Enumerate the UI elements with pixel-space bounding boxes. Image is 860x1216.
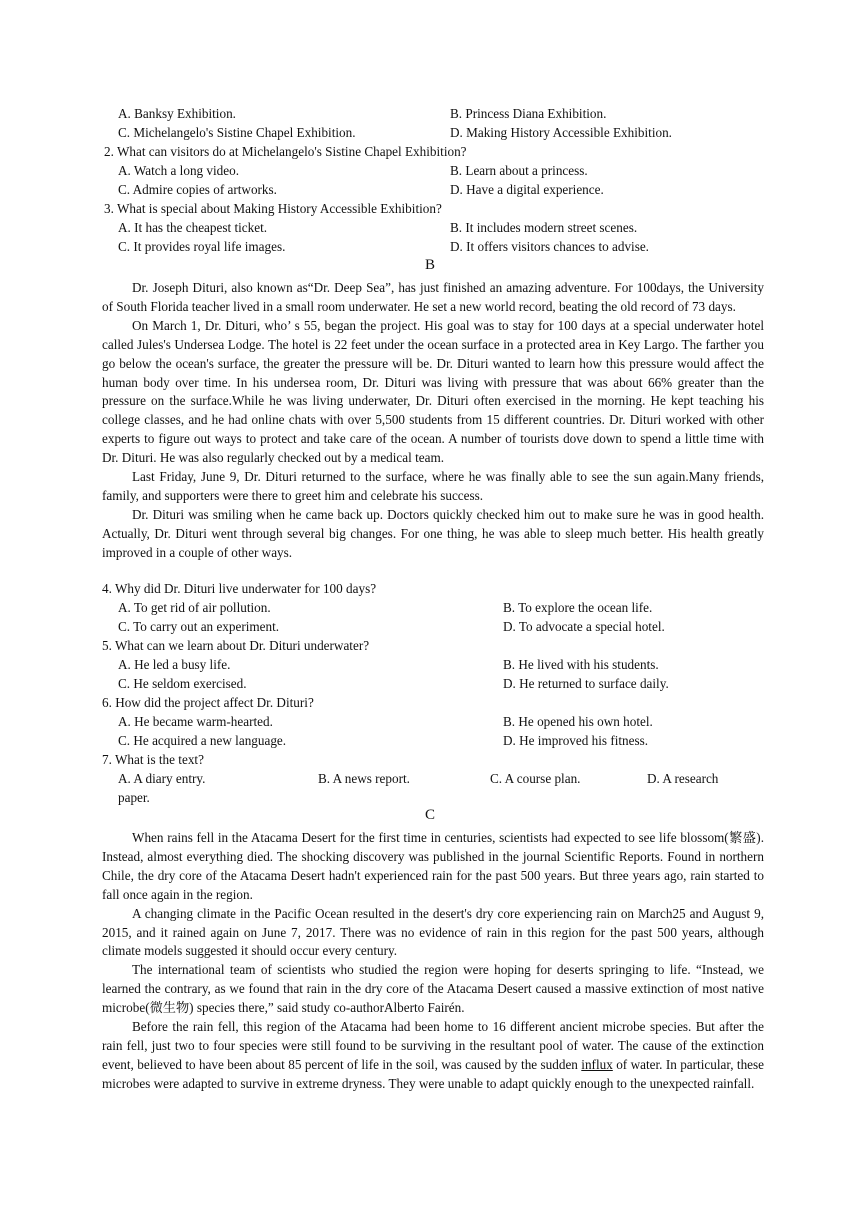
q4-option-a: A. To get rid of air pollution.: [118, 600, 271, 615]
q4-stem: 4. Why did Dr. Dituri live underwater for 100 days?: [102, 581, 377, 596]
q5-option-c: C. He seldom exercised.: [118, 676, 247, 691]
section-c-paragraph-1: When rains fell in the Atacama Desert for the first time in centuries, scientists had expected to see life blossom(繁盛). Instead, almost everything died. The shocking discovery was published in the journal Scientific Reports. Found in northern Chile, the dry core of the Atacama Desert hadn't experienced rain for the past 500 years. But three years ago, rain started to fall once again in the region.: [102, 830, 764, 902]
section-c-paragraph-2: A changing climate in the Pacific Ocean resulted in the desert's dry core experiencing rain on March25 and August 9, 2015, and it rained again on June 7, 2017. There was no evidence of rain in this region for the past 500 years, although climate models suggested it should occur every century.: [102, 905, 764, 959]
q6-option-d: D. He improved his fitness.: [503, 733, 649, 748]
q1-option-c: C. Michelangelo's Sistine Chapel Exhibition.: [118, 125, 356, 140]
q7-option-b: B. A news report.: [318, 771, 410, 786]
q1-option-a: A. Banksy Exhibition.: [118, 106, 236, 121]
q5-option-a: A. He led a busy life.: [118, 657, 231, 672]
q5-option-b: B. He lived with his students.: [503, 657, 659, 672]
q7-option-c: C. A course plan.: [490, 771, 581, 786]
section-b-paragraph-2: On March 1, Dr. Dituri, who’ s 55, began the project. His goal was to stay for 100 days at a special underwater hotel called Jules's Undersea Lodge. The hotel is 22 feet under the ocean surface in a protected area in Key Largo. The farther you go below the ocean's surface, the greater the pressure will be. Dr. Dituri wanted to learn how this pressure would affect the human body over time. In his undersea room, Dr. Dituri was living with pressure that was about 66% greater than the pressure on the surface.While he was living underwater, Dr. Dituri often exercised in the morning. He kept teaching his college classes, and he had online chats with over 5,500 students from 15 different countries. Dr. Dituri worked with other experts to figure out ways to protect and take care of the ocean. A number of tourists dove down to spend a little time with Dr. Dituri. He was also regularly checked out by a medical team.: [102, 317, 764, 466]
section-c-paragraph-4-start: Before the rain fell, this region of the Atacama had been home to 16 different ancient microbe species. But after the rain fell, just two to four species were still found to be surviving in the resultant pool of water. The cause of the extinction event, believed to have been about 85 percent of life in the soil, was caused by the sudden: [102, 1019, 764, 1072]
section-c-paragraph-4-end: of water. In particular, these microbes were adapted to survive in extreme dryness. They were unable to adapt quickly enough to the unexpected rainfall.: [102, 1056, 764, 1091]
q6-stem: 6. How did the project affect Dr. Dituri?: [102, 695, 314, 710]
q3-stem: 3. What is special about Making History Accessible Exhibition?: [104, 201, 442, 216]
q2-option-d: D. Have a digital experience.: [450, 182, 604, 197]
section-b-paragraph-3: Last Friday, June 9, Dr. Dituri returned to the surface, where he was finally able to see the sun again.Many friends, family, and supporters were there to greet him and celebrate his success.: [102, 469, 764, 503]
section-b-heading: B: [424, 257, 435, 273]
underlined-word-influx: influx: [581, 1056, 613, 1072]
q6-option-c: C. He acquired a new language.: [118, 733, 287, 748]
section-b-passage: [102, 279, 764, 563]
q3-option-a: A. It has the cheapest ticket.: [118, 220, 268, 235]
q2-stem: 2. What can visitors do at Michelangelo's Sistine Chapel Exhibition?: [104, 144, 467, 159]
q2-option-c: C. Admire copies of artworks.: [118, 182, 277, 197]
section-c-paragraph-3: The international team of scientists who studied the region were hoping for deserts springing to life. “Instead, we learned the contrary, as we found that rain in the dry core of the Atacama Desert caused a massive extinction of most native microbe(微生物) species there,” said study co-authorAlberto Fairén.: [102, 962, 764, 1016]
section-b-paragraph-1: Dr. Joseph Dituri, also known as“Dr. Deep Sea”, has just finished an amazing adventure. For 100days, the University of South Florida teacher lived in a small room underwater. He set a new world record, beating the old record of 73 days.: [102, 280, 764, 314]
q1-option-b: B. Princess Diana Exhibition.: [450, 106, 607, 121]
section-b-paragraph-4: Dr. Dituri was smiling when he came back up. Doctors quickly checked him out to make sure he was in good health. Actually, Dr. Dituri went through several big changes. For one thing, he was able to sleep much better. His health greatly improved in a couple of other ways.: [102, 506, 764, 560]
q7-stem: 7. What is the text?: [102, 752, 204, 767]
q2-option-a: A. Watch a long video.: [118, 163, 240, 178]
q7-option-d-continued: paper.: [118, 790, 150, 805]
q1-option-d: D. Making History Accessible Exhibition.: [450, 125, 672, 140]
q4-option-c: C. To carry out an experiment.: [118, 619, 280, 634]
q4-option-b: B. To explore the ocean life.: [503, 600, 653, 615]
q2-option-b: B. Learn about a princess.: [450, 163, 588, 178]
q5-option-d: D. He returned to surface daily.: [503, 676, 669, 691]
q6-option-a: A. He became warm-hearted.: [118, 714, 273, 729]
q6-option-b: B. He opened his own hotel.: [503, 714, 653, 729]
q3-option-b: B. It includes modern street scenes.: [450, 220, 638, 235]
q3-option-d: D. It offers visitors chances to advise.: [450, 239, 649, 254]
q7-option-d: D. A research: [647, 771, 719, 786]
section-c-heading: C: [424, 807, 435, 823]
section-c-passage: [102, 829, 764, 1094]
q7-option-a: A. A diary entry.: [118, 771, 206, 786]
q5-stem: 5. What can we learn about Dr. Dituri underwater?: [102, 638, 370, 653]
q4-option-d: D. To advocate a special hotel.: [503, 619, 665, 634]
q3-option-c: C. It provides royal life images.: [118, 239, 286, 254]
section-c-paragraph-4: [102, 1018, 764, 1094]
